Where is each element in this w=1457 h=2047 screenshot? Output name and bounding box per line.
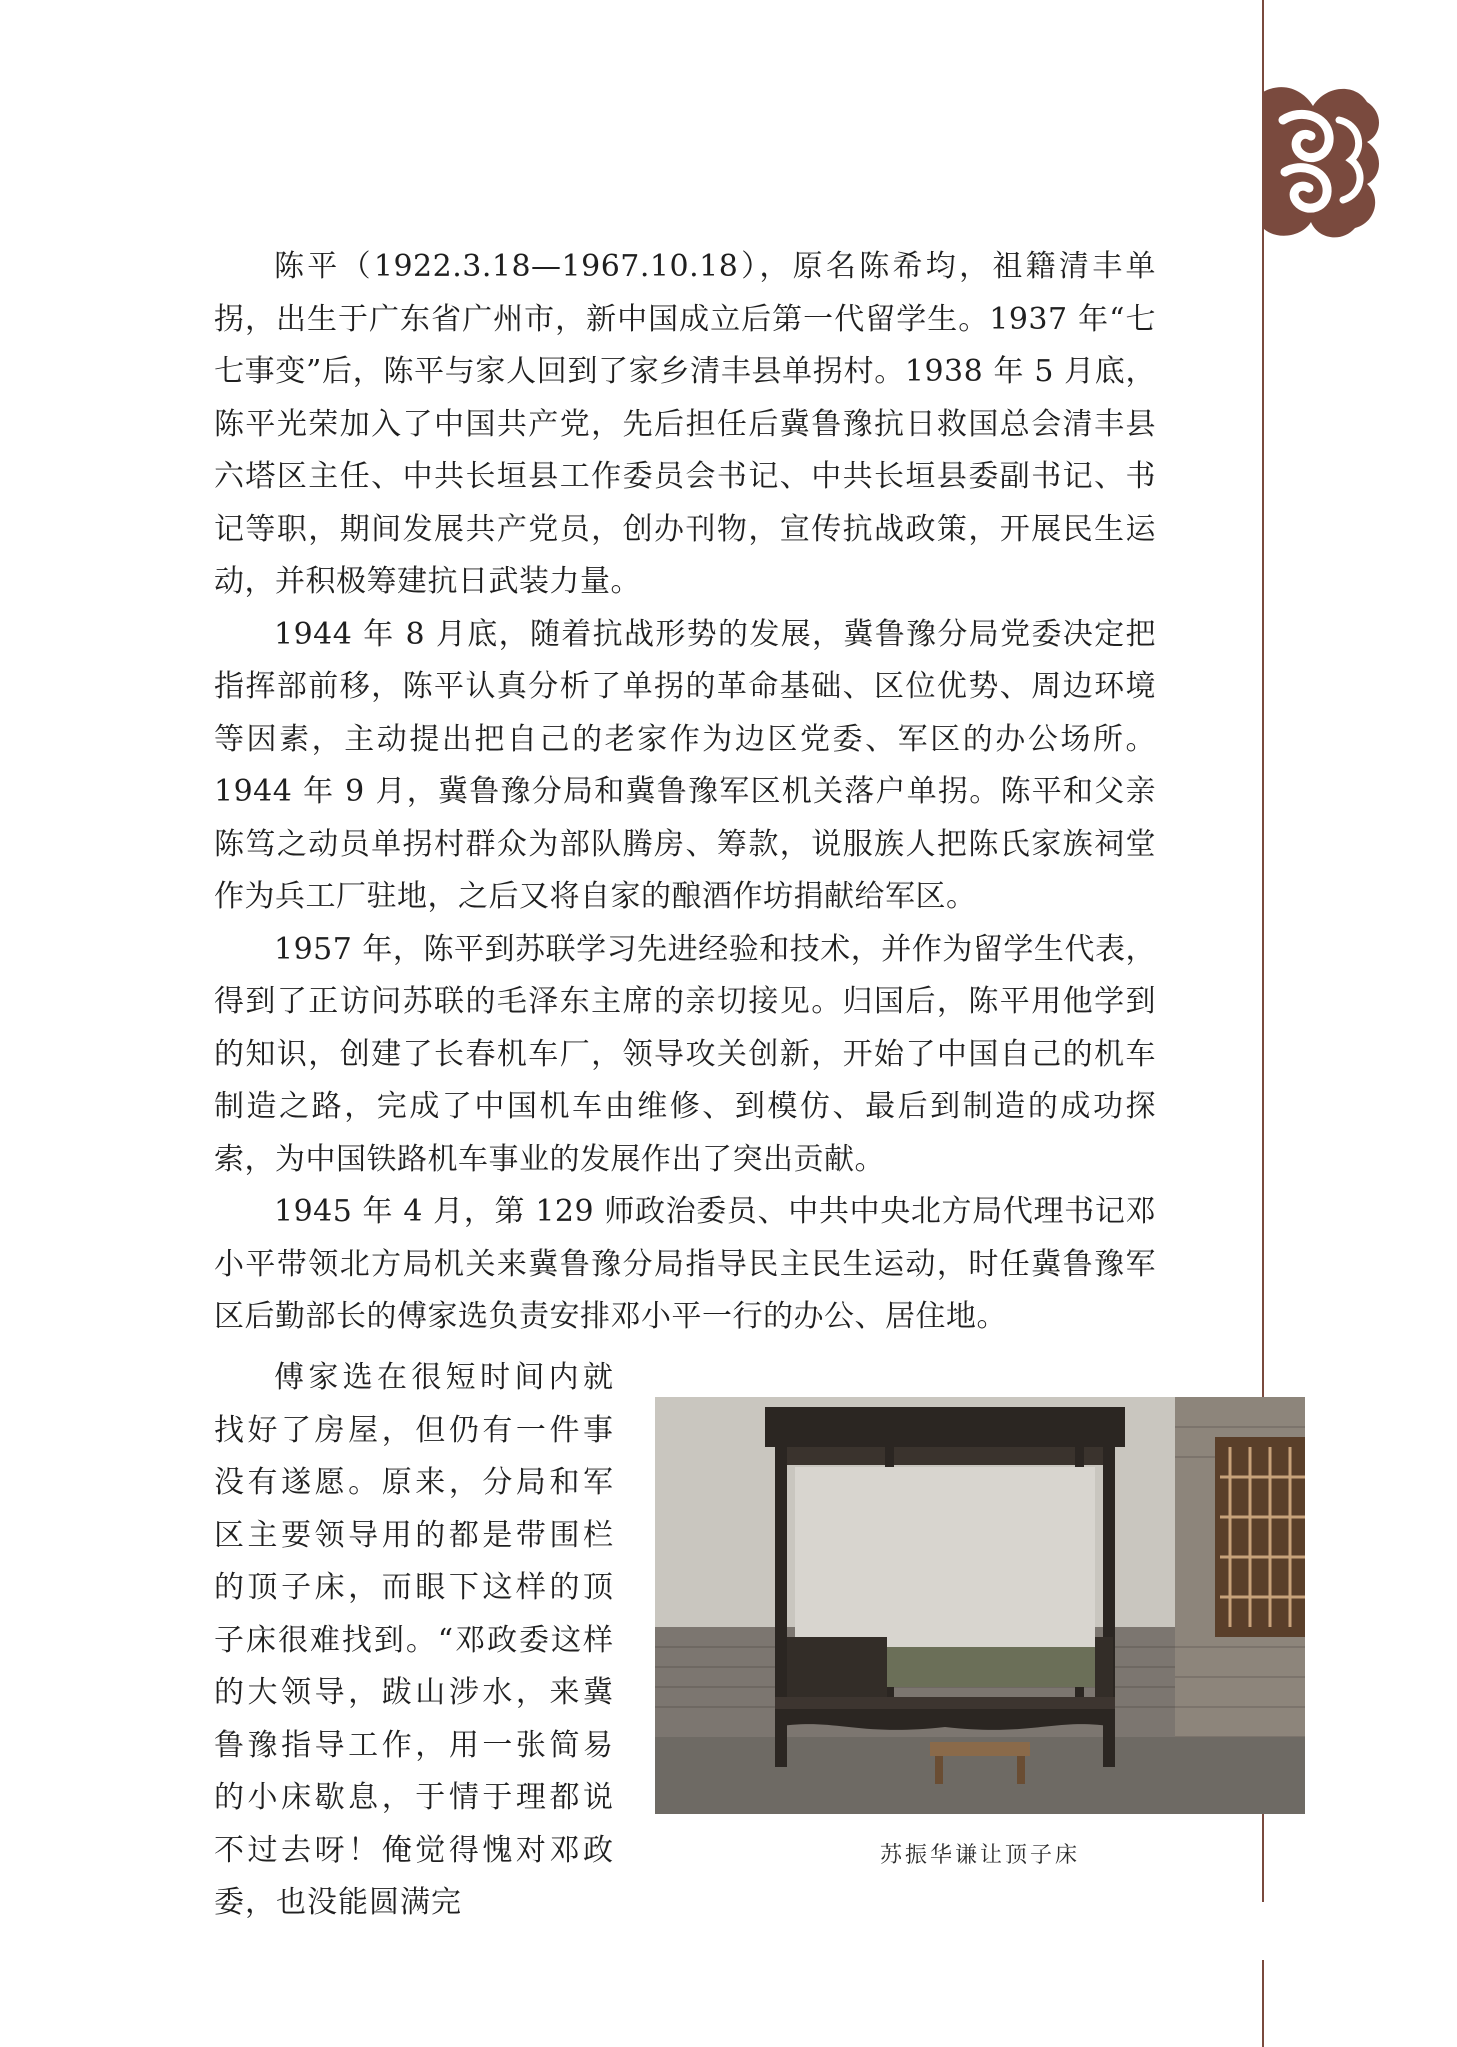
margin-rule-bottom bbox=[1262, 1960, 1264, 2047]
paragraph-2: 1944 年 8 月底，随着抗战形势的发展，冀鲁豫分局党委决定把指挥部前移，陈平认真分析了单拐的革命基础、区位优势、周边环境等因素，主动提出把自己的老家作为边区党委、军区的办公场所。1944 年 9 月，冀鲁豫分局和冀鲁豫军区机关落户单拐。陈平和父亲陈笃之动员单拐村群众为部队腾房、筹款，说服族人把陈氏家族祠堂作为兵工厂驻地，之后又将自家的酿酒作坊捐献给军区。 bbox=[214, 616, 1156, 914]
canopy-bed-photo bbox=[655, 1397, 1305, 1814]
cloud-ornament-icon bbox=[1255, 72, 1385, 247]
canopy-bed-illustration-icon bbox=[655, 1397, 1305, 1814]
paragraph-1: 陈平（1922.3.18—1967.10.18），原名陈希均，祖籍清丰单拐，出生于广东省广州市，新中国成立后第一代留学生。1937 年“七七事变”后，陈平与家人回到了家乡清丰县单拐村。1938 年 5 月底，陈平光荣加入了中国共产党，先后担任后冀鲁豫抗日救国总会清丰县六塔区主任、中共长垣县工作委员会书记、中共长垣县委副书记、书记等职，期间发展共产党员，创办刊物，宣传抗战政策，开展民生运动，并积极筹建抗日武装力量。 bbox=[214, 249, 1156, 599]
paragraph-3: 1957 年，陈平到苏联学习先进经验和技术，并作为留学生代表，得到了正访问苏联的毛泽东主席的亲切接见。归国后，陈平用他学到的知识，创建了长春机车厂，领导攻关创新，开始了中国自己的机车制造之路，完成了中国机车由维修、到模仿、最后到制造的成功探索，为中国铁路机车事业的发展作出了突出贡献。 bbox=[214, 931, 1156, 1177]
photo-caption: 苏振华谦让顶子床 bbox=[879, 1843, 1080, 1868]
paragraph-5: 傅家选在很短时间内就找好了房屋，但仍有一件事没有遂愿。原来，分局和军区主要领导用的都是带围栏的顶子床，而眼下这样的顶子床很难找到。“邓政委这样的大领导，跋山涉水，来冀鲁豫指导工作，用一张简易的小床歇息，于情于理都说不过去呀！俺觉得愧对邓政委，也没能圆满完 bbox=[214, 1360, 614, 1920]
paragraph-4: 1945 年 4 月，第 129 师政治委员、中共中央北方局代理书记邓小平带领北方局机关来冀鲁豫分局指导民主民生运动，时任冀鲁豫军区后勤部长的傅家选负责安排邓小平一行的办公、居住地。 bbox=[214, 1194, 1156, 1334]
article-body bbox=[214, 241, 1156, 1344]
